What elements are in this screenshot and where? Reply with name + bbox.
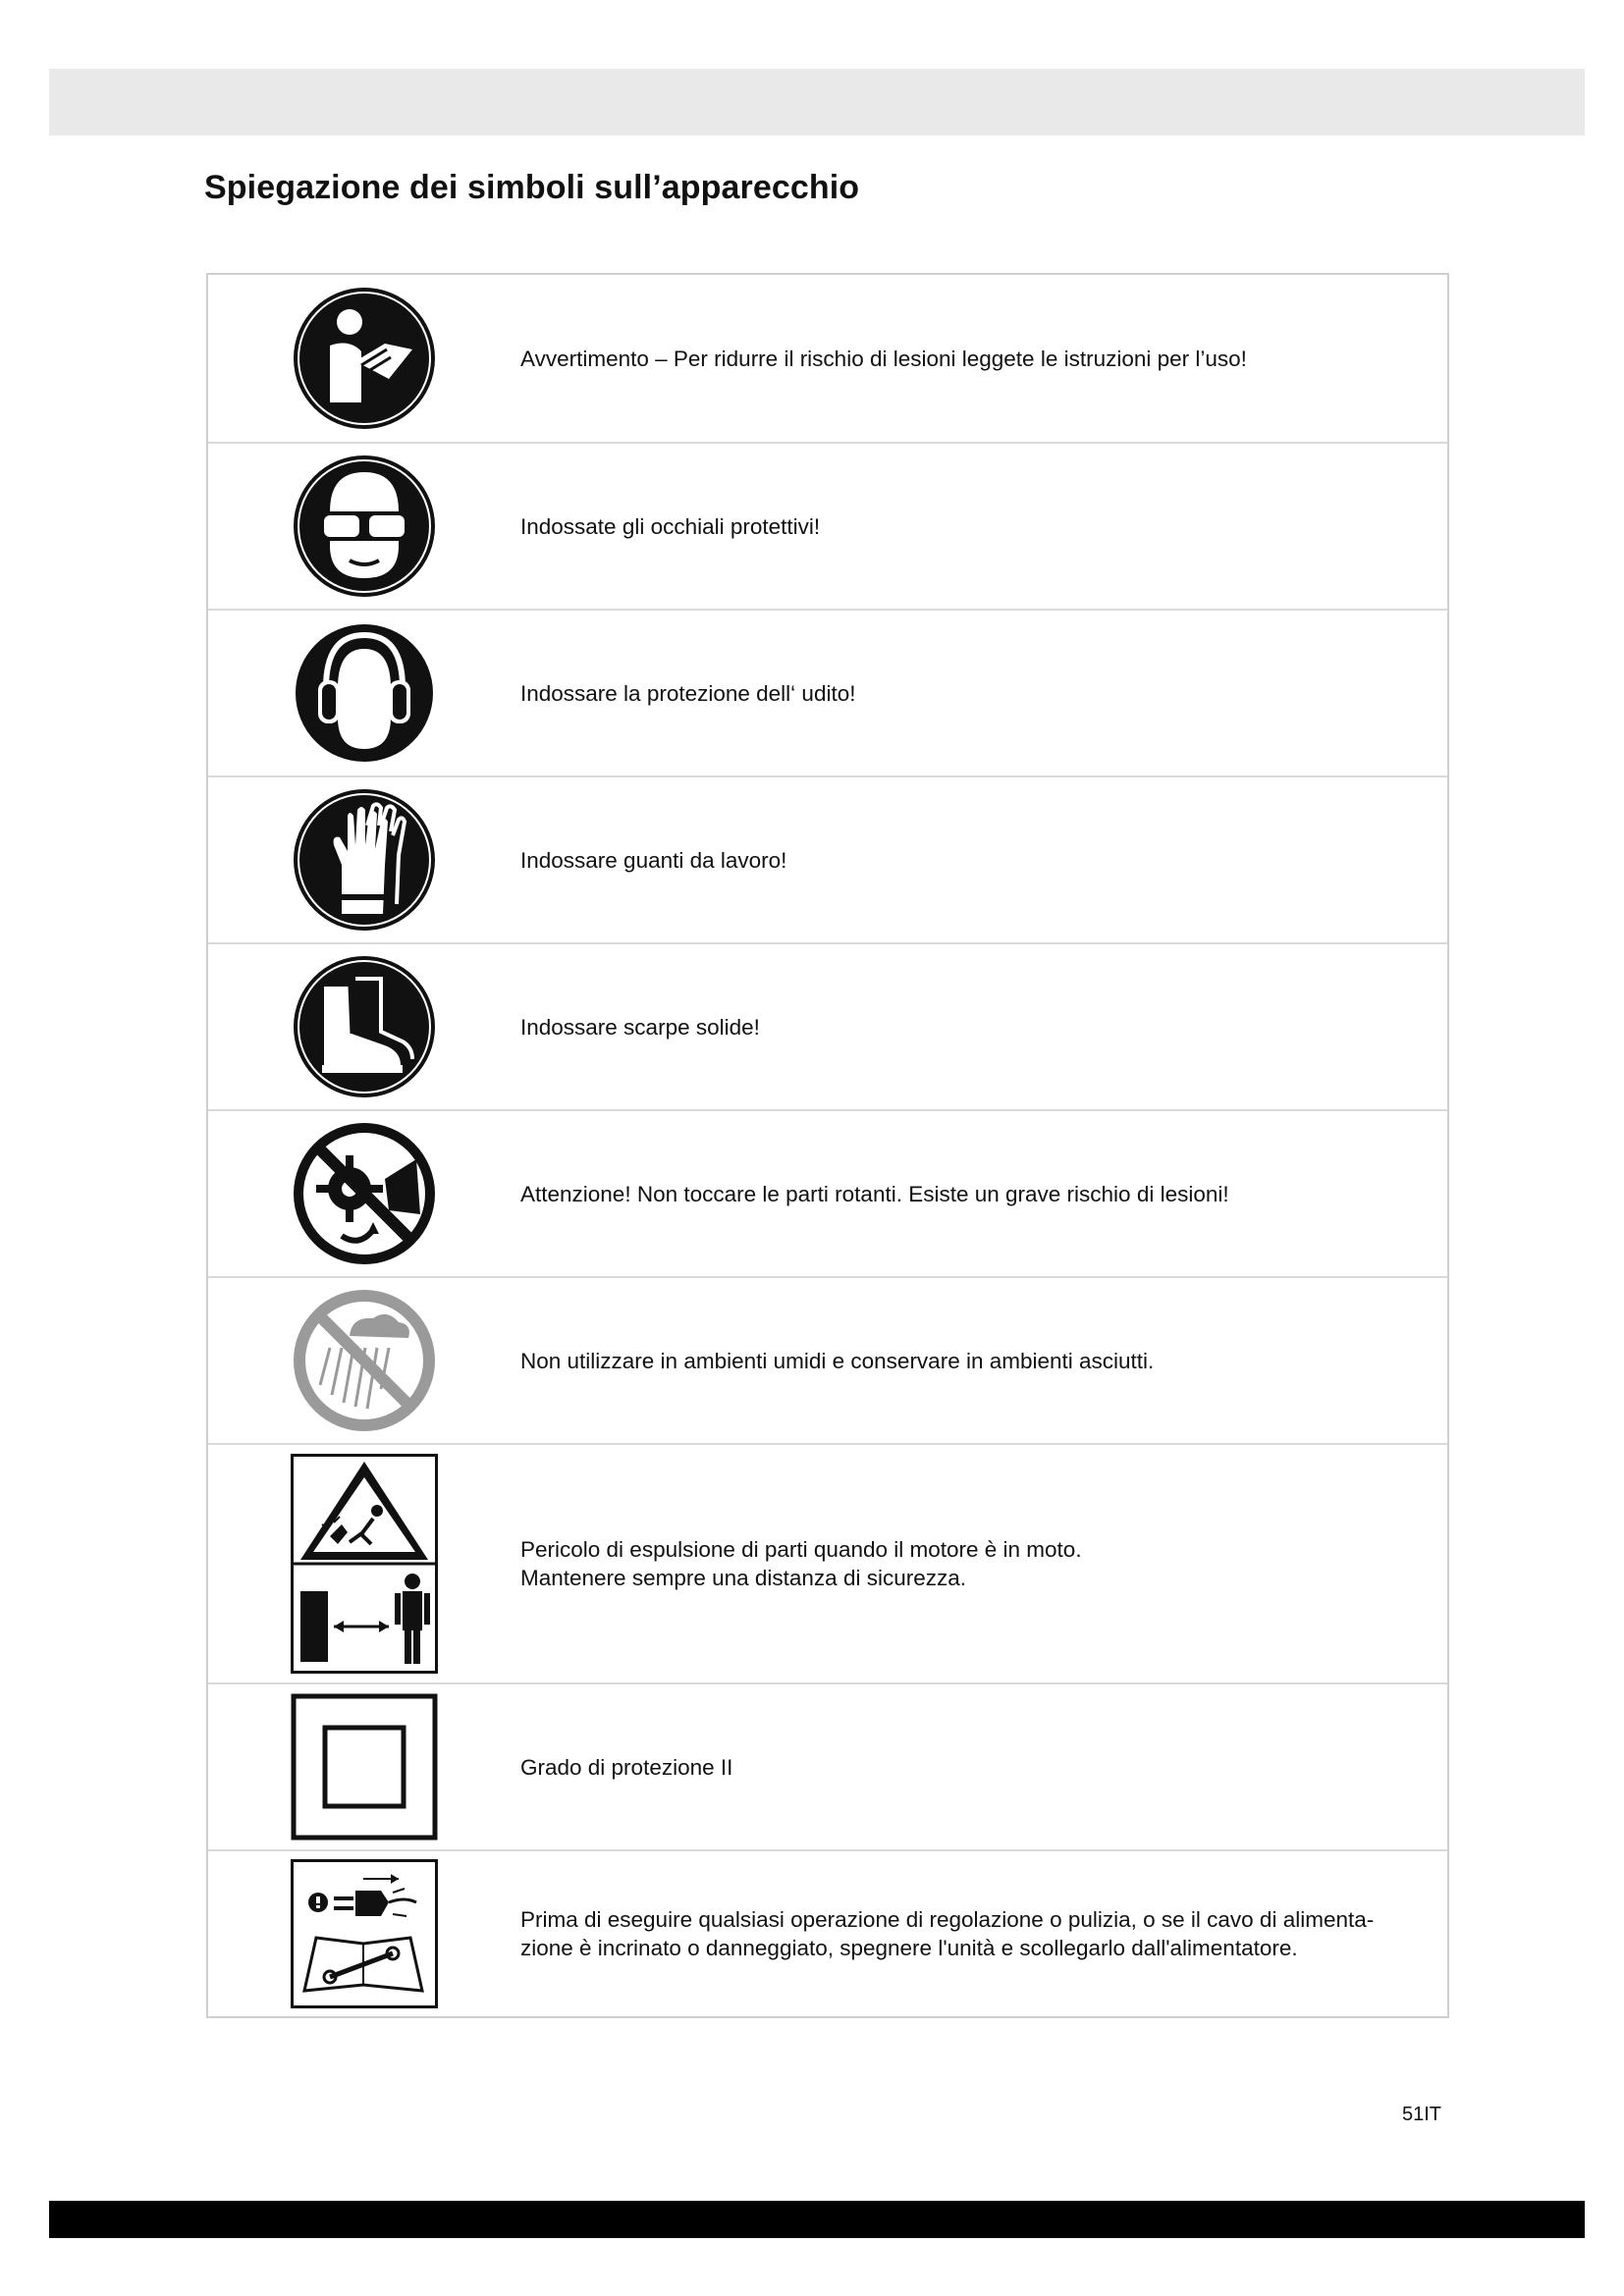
symbol-description: Grado di protezione II bbox=[520, 1754, 733, 1780]
safety-goggles-icon bbox=[291, 453, 438, 600]
header-band bbox=[49, 69, 1585, 135]
description-line: Prima di eseguire qualsiasi operazione di regolazione o pulizia, o se il cavo di alimenta- bbox=[520, 1907, 1375, 1932]
description-line: Mantenere sempre una distanza di sicurezza. bbox=[520, 1566, 966, 1590]
symbol-description bbox=[520, 1905, 1447, 1962]
symbol-row bbox=[208, 609, 1447, 775]
symbol-description bbox=[520, 1535, 1447, 1592]
symbol-description: Indossare scarpe solide! bbox=[520, 1014, 760, 1040]
symbol-description: Indossare la protezione dell‘ udito! bbox=[520, 680, 856, 706]
symbol-description: Indossate gli occhiali protettivi! bbox=[520, 513, 821, 539]
page-number: 51IT bbox=[1402, 2104, 1442, 2125]
symbol-description: Avvertimento – Per ridurre il rischio di lesioni leggete le istruzioni per l’uso! bbox=[520, 346, 1247, 371]
symbol-row bbox=[208, 1849, 1447, 2016]
read-manual-icon bbox=[291, 285, 438, 432]
description-line: Pericolo di espulsione di parti quando il motore è in moto. bbox=[520, 1537, 1082, 1562]
work-gloves-icon bbox=[291, 786, 438, 934]
protection-class-ii-icon bbox=[291, 1693, 438, 1841]
safety-boots-icon bbox=[291, 953, 438, 1100]
symbol-description: Non utilizzare in ambienti umidi e conservare in ambienti asciutti. bbox=[520, 1348, 1155, 1373]
symbol-description: Attenzione! Non toccare le parti rotanti. Esiste un grave rischio di lesioni! bbox=[520, 1181, 1229, 1206]
symbol-row bbox=[208, 1443, 1447, 1682]
ear-protection-icon bbox=[291, 619, 438, 767]
symbol-row bbox=[208, 942, 1447, 1109]
symbol-row bbox=[208, 1276, 1447, 1443]
page-title: Spiegazione dei simboli sull’apparecchio bbox=[204, 169, 860, 206]
symbols-table bbox=[206, 273, 1449, 2018]
symbol-row bbox=[208, 1109, 1447, 1276]
symbol-description: Indossare guanti da lavoro! bbox=[520, 847, 787, 873]
symbol-row bbox=[208, 275, 1447, 442]
no-rain-icon bbox=[291, 1287, 438, 1434]
unplug-before-maintenance-icon bbox=[291, 1859, 438, 2008]
ejection-hazard-distance-icon bbox=[291, 1454, 438, 1674]
symbol-row bbox=[208, 442, 1447, 609]
footer-band bbox=[49, 2201, 1585, 2238]
description-line: zione è incrinato o danneggiato, spegnere l'unità e scollegarlo dall'alimentatore. bbox=[520, 1936, 1298, 1960]
symbol-row bbox=[208, 775, 1447, 942]
symbol-row bbox=[208, 1682, 1447, 1849]
no-touch-rotating-parts-icon bbox=[291, 1120, 438, 1267]
